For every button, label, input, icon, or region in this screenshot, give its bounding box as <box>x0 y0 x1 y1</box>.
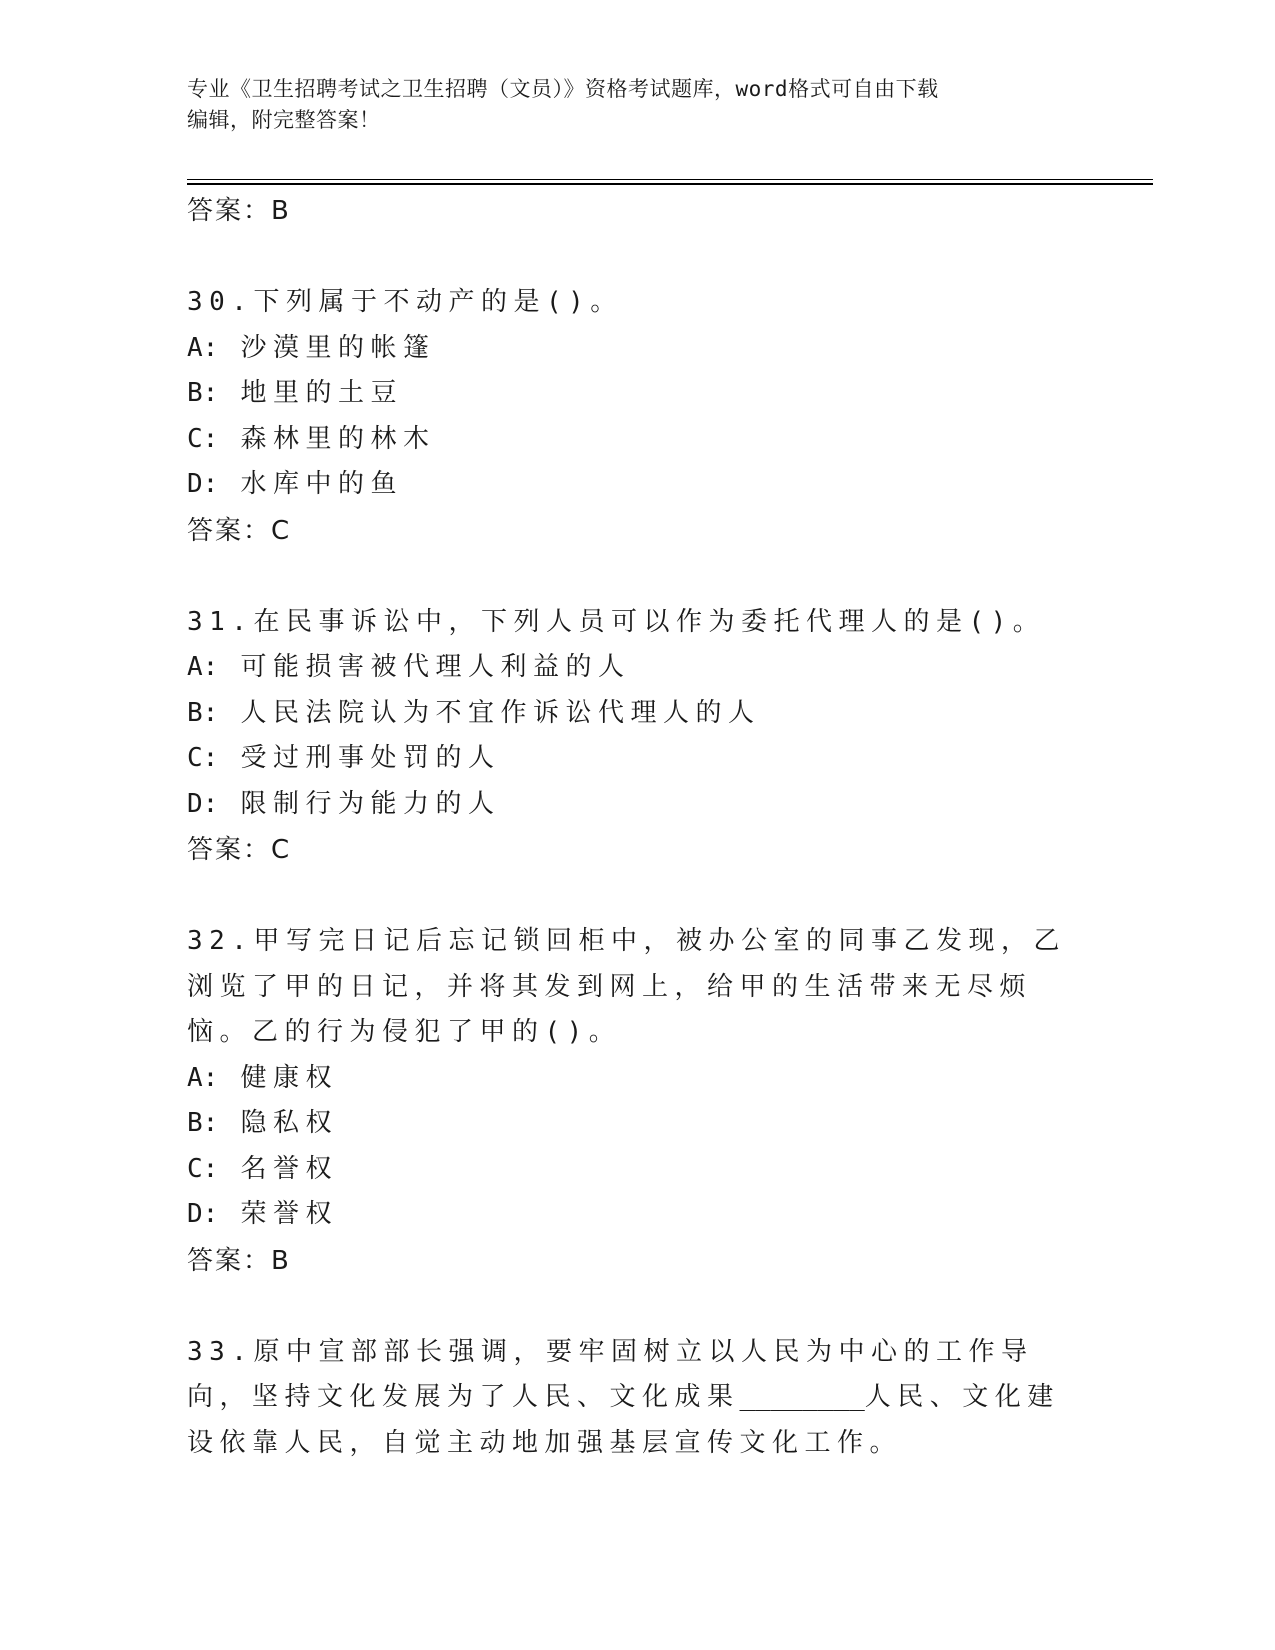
option-text: 地里的土豆 <box>240 378 403 408</box>
option-key: C: <box>187 423 219 454</box>
option-d <box>187 782 1087 828</box>
option-text: 人民法院认为不宜作诉讼代理人的人 <box>240 697 761 728</box>
answer-label: 答案： <box>187 1245 272 1276</box>
header-line-2: 编辑，附完整答案！ <box>187 108 381 132</box>
question-stem <box>187 600 1087 646</box>
option-text: 沙漠里的帐篷 <box>240 332 436 363</box>
question-text: 下列属于不动产的是()。 <box>253 287 623 317</box>
question-number: 30. <box>187 287 254 317</box>
question-stem <box>187 919 1087 1056</box>
option-key: B: <box>187 697 219 728</box>
answer-value: C <box>271 835 292 865</box>
answer-label: 答案： <box>187 515 272 546</box>
question-stem <box>187 280 1087 326</box>
question-number: 31. <box>187 606 254 637</box>
option-a <box>187 326 1087 372</box>
option-key: D: <box>187 1199 219 1229</box>
question-33 <box>187 1330 1087 1467</box>
option-b <box>187 691 1087 737</box>
option-a <box>187 645 1087 691</box>
spacer <box>187 234 1087 280</box>
option-text: 健康权 <box>240 1062 338 1093</box>
option-text: 水库中的鱼 <box>240 469 403 499</box>
answer-line <box>187 188 1087 234</box>
option-key: A: <box>187 1062 219 1093</box>
option-b <box>187 1101 1087 1147</box>
fill-in-blank: ________ <box>739 1382 865 1412</box>
option-key: B: <box>187 1108 219 1138</box>
option-text: 受过刑事处罚的人 <box>240 743 501 773</box>
spacer <box>187 873 1087 919</box>
option-text: 森林里的林木 <box>240 423 436 454</box>
spacer <box>187 1284 1087 1330</box>
option-key: D: <box>187 469 219 499</box>
header-divider-thin <box>187 179 1153 180</box>
option-d <box>187 1192 1087 1238</box>
question-number: 32. <box>187 926 254 956</box>
question-text-part-2: 人民、文化建设依靠人民，自觉主动地加强基层宣传文化工作。 <box>187 1382 1060 1458</box>
question-text-part-1: 原中宣部部长强调，要牢固树立以人民为中心的工作导向，坚持文化发展为了人民、文化成果 <box>187 1336 1034 1412</box>
option-text: 限制行为能力的人 <box>240 788 501 819</box>
document-header <box>187 74 1067 136</box>
header-divider-thick <box>187 183 1153 185</box>
question-32 <box>187 919 1087 1238</box>
spacer <box>187 554 1087 600</box>
answer-line <box>187 827 1087 873</box>
option-key: B: <box>187 378 219 408</box>
answer-value: B <box>271 196 291 226</box>
question-stem <box>187 1330 1087 1467</box>
option-c <box>187 1147 1087 1193</box>
answer-value: B <box>271 1245 291 1276</box>
option-b <box>187 371 1087 417</box>
option-d <box>187 462 1087 508</box>
option-key: C: <box>187 1153 219 1184</box>
option-c <box>187 417 1087 463</box>
option-text: 名誉权 <box>240 1153 338 1184</box>
header-line-1: 专业《卫生招聘考试之卫生招聘（文员）》资格考试题库，word格式可自由下载 <box>187 77 939 101</box>
question-list <box>187 188 1087 1466</box>
answer-line <box>187 1238 1087 1284</box>
question-text: 在民事诉讼中，下列人员可以作为委托代理人的是()。 <box>253 606 1046 637</box>
option-a <box>187 1056 1087 1102</box>
option-key: A: <box>187 332 219 363</box>
option-key: A: <box>187 652 219 682</box>
option-text: 隐私权 <box>240 1108 338 1138</box>
answer-value: C <box>271 515 292 546</box>
answer-label: 答案： <box>187 196 272 226</box>
option-text: 荣誉权 <box>240 1199 338 1229</box>
question-text: 甲写完日记后忘记锁回柜中，被办公室的同事乙发现，乙浏览了甲的日记，并将其发到网上，给甲的生活带来无尽烦恼。乙的行为侵犯了甲的()。 <box>187 926 1066 1047</box>
question-30 <box>187 280 1087 508</box>
option-key: D: <box>187 788 219 819</box>
answer-line <box>187 508 1087 554</box>
option-key: C: <box>187 743 219 773</box>
option-c <box>187 736 1087 782</box>
option-text: 可能损害被代理人利益的人 <box>240 652 631 682</box>
question-number: 33. <box>187 1336 254 1367</box>
question-31 <box>187 600 1087 828</box>
answer-label: 答案： <box>187 835 272 865</box>
